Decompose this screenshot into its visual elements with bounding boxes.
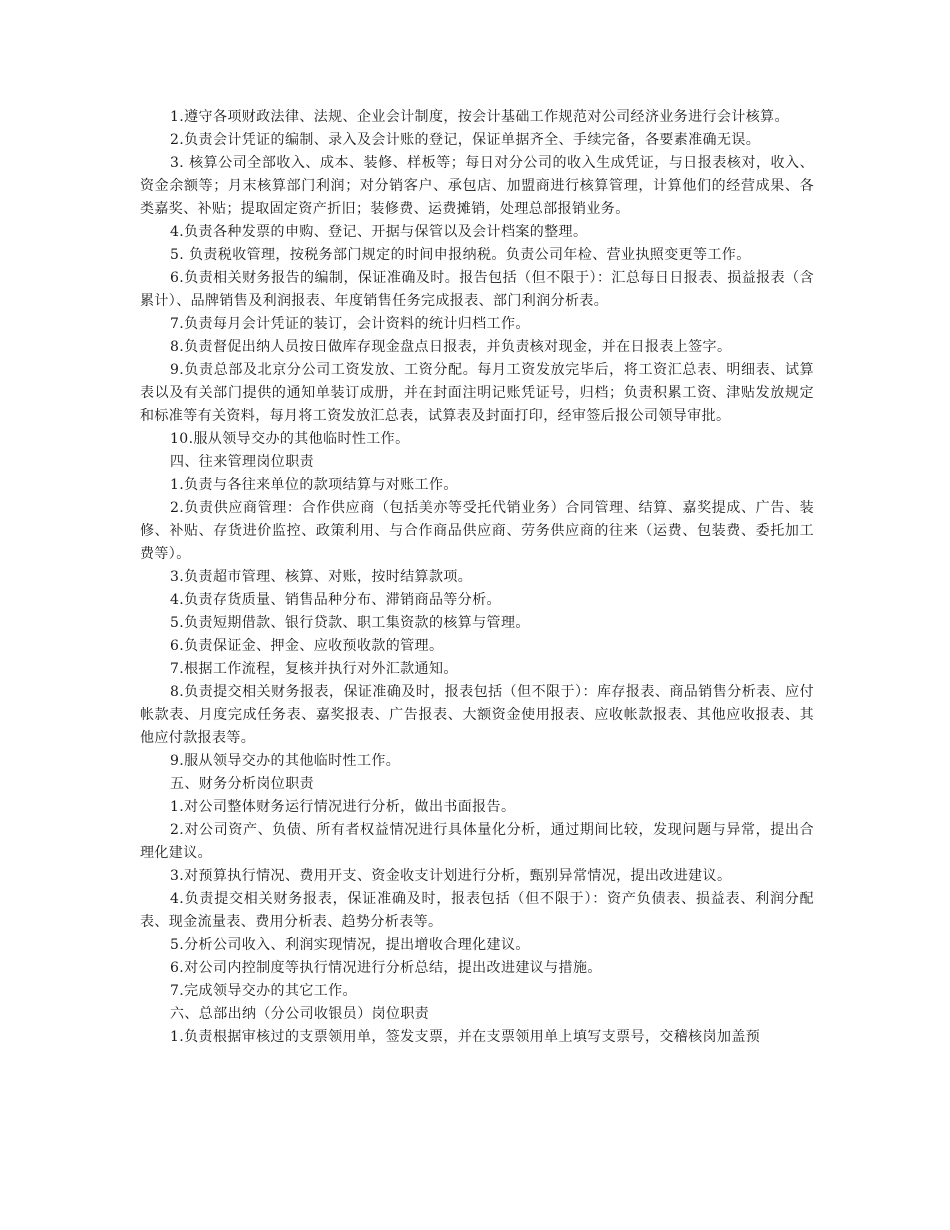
paragraph: 1.负责根据审核过的支票领用单，签发支票，并在支票领用单上填写支票号，交稽核岗加盖预 <box>170 1029 761 1045</box>
paragraph: 6.负责保证金、押金、应收预收款的管理。 <box>170 638 444 654</box>
paragraph: 8.负责督促出纳人员按日做库存现金盘点日报表，并负责核对现金，并在日报表上签字。 <box>170 339 732 355</box>
paragraph: 4.负责各种发票的申购、登记、开据与保管以及会计档案的整理。 <box>170 224 588 240</box>
document-body <box>140 106 814 1049</box>
paragraph: 5.负责短期借款、银行贷款、职工集资款的核算与管理。 <box>170 615 530 631</box>
paragraph: 5.分析公司收入、利润实现情况，提出增收合理化建议。 <box>170 937 530 953</box>
paragraph: 5. 负责税收管理，按税务部门规定的时间申报纳税。负责公司年检、营业执照变更等工作。 <box>170 247 751 263</box>
paragraph: 4.负责提交相关财务报表，保证准确及时，报表包括（但不限于）：资产负债表、损益表、利润分配表、现金流量表、费用分析表、趋势分析表等。 <box>140 891 814 930</box>
section-heading: 五、财务分析岗位职责 <box>170 776 314 792</box>
paragraph: 2.对公司资产、负债、所有者权益情况进行具体量化分析，通过期间比较，发现问题与异常，提出合理化建议。 <box>140 822 814 861</box>
paragraph: 3.对预算执行情况、费用开支、资金收支计划进行分析，甄别异常情况，提出改进建议。 <box>170 868 732 884</box>
paragraph: 9.服从领导交办的其他临时性工作。 <box>170 753 401 769</box>
paragraph: 1.对公司整体财务运行情况进行分析，做出书面报告。 <box>170 799 516 815</box>
paragraph: 6.对公司内控制度等执行情况进行分析总结，提出改进建议与措施。 <box>170 960 602 976</box>
paragraph: 9.负责总部及北京分公司工资发放、工资分配。每月工资发放完毕后，将工资汇总表、明细表、试算表以及有关部门提供的通知单装订成册，并在封面注明记账凭证号，归档；负责积累工资、津贴发放规定和标准等有关资料，每月将工资发放汇总表，试算表及封面打印，经审签后报公司领导审批。 <box>140 362 814 424</box>
paragraph: 4.负责存货质量、销售品种分布、滞销商品等分析。 <box>170 592 501 608</box>
section-heading: 四、往来管理岗位职责 <box>170 454 314 470</box>
paragraph: 2.负责供应商管理：合作供应商（包括美亦等受托代销业务）合同管理、结算、嘉奖提成、广告、装修、补贴、存货进价监控、政策利用、与合作商品供应商、劳务供应商的往来（运费、包装费、委托加工费等）。 <box>140 500 814 562</box>
section-heading: 六、总部出纳（分公司收银员）岗位职责 <box>170 1006 430 1022</box>
paragraph: 1.遵守各项财政法律、法规、企业会计制度，按会计基础工作规范对公司经济业务进行会计核算。 <box>170 109 789 125</box>
paragraph: 10.服从领导交办的其他临时性工作。 <box>170 431 410 447</box>
paragraph: 3. 核算公司全部收入、成本、装修、样板等；每日对分公司的收入生成凭证，与日报表核对，收入、资金余额等；月末核算部门利润；对分销客户、承包店、加盟商进行核算管理，计算他们的经营成果、各类嘉奖、补贴；提取固定资产折旧；装修费、运费摊销，处理总部报销业务。 <box>140 155 814 217</box>
paragraph: 3.负责超市管理、核算、对账，按时结算款项。 <box>170 569 473 585</box>
paragraph: 7.负责每月会计凭证的装订，会计资料的统计归档工作。 <box>170 316 530 332</box>
paragraph: 2.负责会计凭证的编制、录入及会计账的登记，保证单据齐全、手续完备，各要素准确无误。 <box>170 132 761 148</box>
paragraph: 7.完成领导交办的其它工作。 <box>170 983 357 999</box>
paragraph: 1.负责与各往来单位的款项结算与对账工作。 <box>170 477 458 493</box>
paragraph: 8.负责提交相关财务报表，保证准确及时，报表包括（但不限于）：库存报表、商品销售分析表、应付帐款表、月度完成任务表、嘉奖报表、广告报表、大额资金使用报表、应收帐款报表、其他应收报表、其他应付款报表等。 <box>140 684 814 746</box>
paragraph: 7.根据工作流程，复核并执行对外汇款通知。 <box>170 661 458 677</box>
paragraph: 6.负责相关财务报告的编制，保证准确及时。报告包括（但不限于）：汇总每日日报表、损益报表（含累计）、品牌销售及利润报表、年度销售任务完成报表、部门利润分析表。 <box>140 270 814 309</box>
